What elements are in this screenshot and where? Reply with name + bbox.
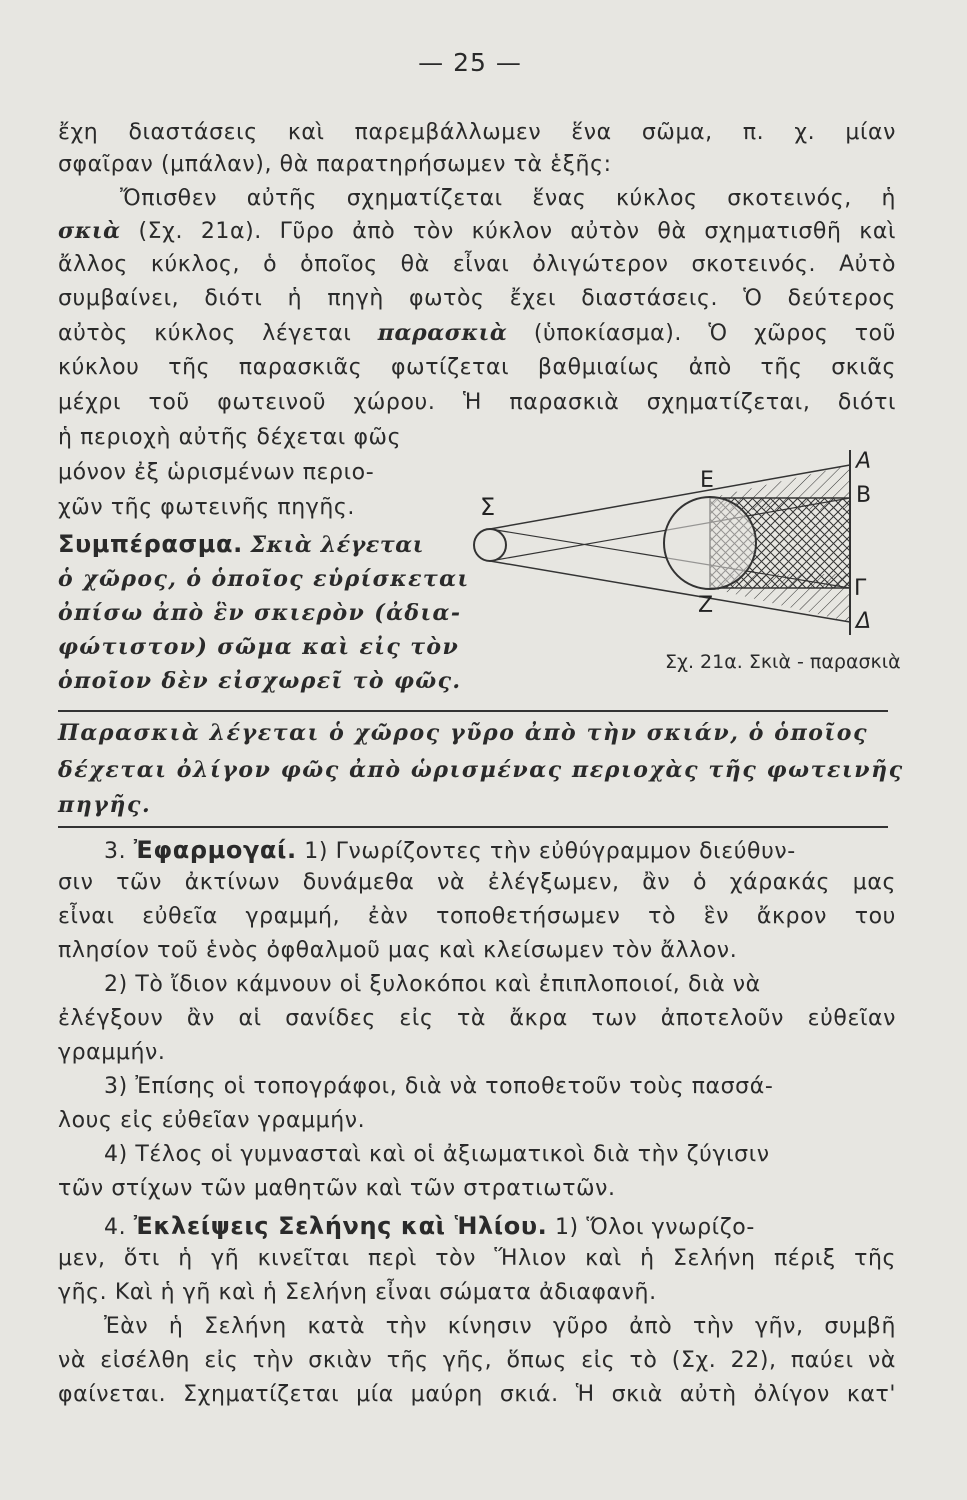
text-line: μόνον ἐξ ὡρισμένων περιο- <box>58 460 375 485</box>
text-line: Ὄπισθεν αὐτῆς σχηματίζεται ἕνας κύκλος σκοτεινός, ἡ <box>120 186 896 211</box>
text-line: αὐτὸς κύκλος λέγεται παρασκιὰ (ὑποκίασμα). Ὁ χῶρος τοῦ <box>58 320 896 346</box>
text-line: 4) Τέλος οἱ γυμνασταὶ καὶ οἱ ἀξιωματικοὶ διὰ τὴν ζύγισιν <box>104 1142 770 1167</box>
page-number: — 25 — <box>418 48 522 77</box>
label-sigma: Σ <box>480 493 496 521</box>
text-line: συμβαίνει, διότι ἡ πηγὴ φωτὸς ἔχει διαστάσεις. Ὁ δεύτερος <box>58 286 896 311</box>
label-alpha: Α <box>856 449 872 474</box>
text-line: λους εἰς εὐθεῖαν γραμμήν. <box>58 1108 366 1133</box>
text-line: χῶν τῆς φωτεινῆς πηγῆς. <box>58 495 356 520</box>
conclusion-line: ὀπίσω ἀπὸ ἓν σκιερὸν (ἀδια- <box>58 600 462 626</box>
text-line: ἄλλος κύκλος, ὁ ὁποῖος θὰ εἶναι ὀλιγώτερον σκοτεινός. Αὐτὸ <box>58 252 896 277</box>
label-gamma: Γ <box>854 576 867 601</box>
label-delta: Δ <box>856 609 872 634</box>
shadow-penumbra-figure <box>460 440 900 640</box>
text-line: σφαῖραν (μπάλαν), θὰ παρατηρήσωμεν τὰ ἑξῆς: <box>58 152 612 177</box>
conclusion-line: φώτιστον) σῶμα καὶ εἰς τὸν <box>58 634 460 660</box>
text-line: σκιὰ (Σχ. 21α). Γῦρο ἀπὸ τὸν κύκλον αὐτὸν θὰ σχηματισθῆ καὶ <box>58 218 896 244</box>
text-line: τῶν στίχων τῶν μαθητῶν καὶ τῶν στρατιωτῶν. <box>58 1176 616 1201</box>
label-zeta: Ζ <box>698 593 714 618</box>
section-4-heading: Ἐκλείψεις Σελήνης καὶ Ἡλίου. <box>133 1212 548 1240</box>
text-line: μέχρι τοῦ φωτεινοῦ χώρου. Ἡ παρασκιὰ σχηματίζεται, διότι <box>58 390 896 415</box>
text-line: πλησίον τοῦ ἑνὸς ὀφθαλμοῦ μας καὶ κλείσωμεν τὸν ἄλλον. <box>58 938 738 963</box>
text-line: φαίνεται. Σχηματίζεται μία μαύρη σκιά. Ἡ σκιὰ αὐτὴ ὀλίγον κατ' <box>58 1382 896 1407</box>
text-line: κύκλου τῆς παρασκιᾶς φωτίζεται βαθμιαίως ἀπὸ τῆς σκιᾶς <box>58 355 896 380</box>
conclusion-line: Συμπέρασμα. Σκιὰ λέγεται <box>58 530 424 558</box>
label-epsilon: Ε <box>700 468 714 493</box>
text-line: ἔχη διαστάσεις καὶ παρεμβάλλωμεν ἕνα σῶμα, π. χ. μίαν <box>58 120 896 145</box>
text-line: γῆς. Καὶ ἡ γῆ καὶ ἡ Σελήνη εἶναι σώματα ἀδιαφανῆ. <box>58 1280 657 1305</box>
text-line: 2) Τὸ ἴδιον κάμνουν οἱ ξυλοκόποι καὶ ἐπιπλοποιοί, διὰ νὰ <box>104 972 761 997</box>
term-skia: σκιὰ <box>58 218 121 244</box>
figure-svg <box>460 440 900 640</box>
text-line: γραμμήν. <box>58 1040 166 1065</box>
section-3-heading: Ἐφαρμογαί. <box>133 836 297 864</box>
boxed-line: πηγῆς. <box>58 792 152 818</box>
sphere-icon <box>664 497 756 589</box>
text-line: σιν τῶν ἀκτίνων δυνάμεθα νὰ ἐλέγξωμεν, ἂν ὁ χάρακάς μας <box>58 870 896 895</box>
text-line: Ἐὰν ἡ Σελήνη κατὰ τὴν κίνησιν γῦρο ἀπὸ τὴν γῆν, συμβῆ <box>104 1314 896 1339</box>
section-4-line: 4. Ἐκλείψεις Σελήνης καὶ Ἡλίου. 1) Ὅλοι γνωρίζο- <box>104 1212 755 1240</box>
term-paraskia: παρασκιὰ <box>377 320 508 346</box>
conclusion-line: ὁ χῶρος, ὁ ὁποῖος εὑρίσκεται <box>58 566 470 592</box>
text-line: ἡ περιοχὴ αὐτῆς δέχεται φῶς <box>58 425 402 450</box>
label-beta: Β <box>856 483 872 508</box>
boxed-line: δέχεται ὀλίγον φῶς ἀπὸ ὡρισμένας περιοχὰς τῆς φωτεινῆς <box>58 757 904 783</box>
text-line: μεν, ὅτι ἡ γῆ κινεῖται περὶ τὸν Ἥλιον καὶ ἡ Σελήνη πέριξ τῆς <box>58 1246 896 1271</box>
rule-bottom <box>58 826 888 828</box>
text-line: ἐλέγξουν ἂν αἱ σανίδες εἰς τὰ ἄκρα των ἀποτελοῦν εὐθεῖαν <box>58 1006 896 1031</box>
boxed-line: Παρασκιὰ λέγεται ὁ χῶρος γῦρο ἀπὸ τὴν σκιάν, ὁ ὁποῖος <box>58 720 869 746</box>
section-3-line: 3. Ἐφαρμογαί. 1) Γνωρίζοντες τὴν εὐθύγραμμον διεύθυν- <box>104 836 796 864</box>
figure-caption: Σχ. 21α. Σκιὰ - παρασκιὰ <box>665 651 901 673</box>
text-line: εἶναι εὐθεῖα γραμμή, ἐὰν τοποθετήσωμεν τὸ ἓν ἄκρον του <box>58 904 896 929</box>
light-source-icon <box>474 529 506 561</box>
rule-top <box>58 710 888 712</box>
text-line: νὰ εἰσέλθη εἰς τὴν σκιὰν τῆς γῆς, ὅπως εἰς τὸ (Σχ. 22), παύει νὰ <box>58 1348 896 1373</box>
conclusion-heading: Συμπέρασμα. <box>58 530 243 558</box>
text-line: 3) Ἐπίσης οἱ τοπογράφοι, διὰ νὰ τοποθετοῦν τοὺς πασσά- <box>104 1074 774 1099</box>
conclusion-line: ὁποῖον δὲν εἰσχωρεῖ τὸ φῶς. <box>58 668 462 694</box>
